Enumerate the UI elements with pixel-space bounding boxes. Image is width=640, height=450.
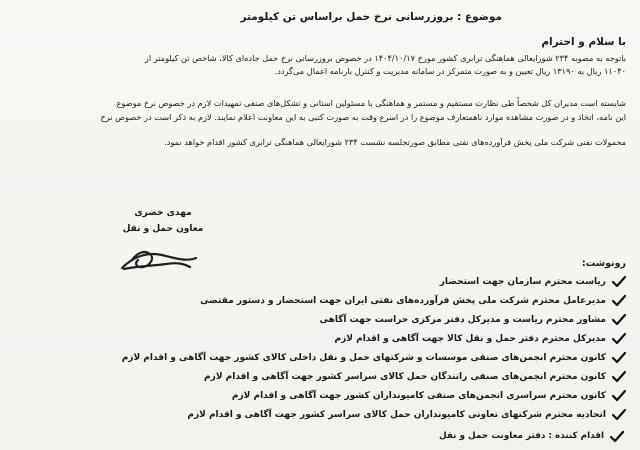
cc-heading: رونوشت: [581,258,626,269]
checkmark-icon [612,390,626,402]
signatory-name: مهدی خضری [134,208,192,218]
checkmark-icon [612,352,626,364]
cc-item-text: کانون محترم انجمن‌های صنفی موسسات و شرکتهای حمل و نقل داخلی کالای کشور جهت آگاهی و اقدام لازم [121,353,606,363]
signatory-title: معاون حمل و نقل [122,224,204,234]
cc-item [16,311,626,330]
cc-item-text: کانون محترم انجمن‌های صنفی رانندگان حمل کالای سراسر کشور جهت آگاهی و اقدام لازم [204,372,606,382]
checkmark-icon [612,371,626,383]
cc-item [16,368,626,387]
body-line-2: ۱۱۰۴۰ ریال به ۱۳۱۹۰ ریال تعیین و به صورت متمرکز در سامانه مدیریت و کنترل بارنامه اعمال می‌گردد. [274,66,626,76]
cc-item [16,406,626,425]
greeting: با سلام و احترام [541,36,626,48]
cc-item [16,273,626,292]
cc-item [16,387,626,406]
checkmark-icon [612,276,626,288]
checkmark-icon [612,314,626,326]
body-line-3: شایسته است مدیران کل شخصاً طی نظارت مستقیم و مستمر و هماهنگی با مسئولین استانی و تشکل‌های صنفی تمهیدات لازم در خصوص نرخ موضوع [116,98,626,108]
cc-item-text: ریاست محترم سازمان جهت استحضار [439,277,606,287]
cc-item [16,330,626,349]
cc-item-text: مدیرعامل محترم شرکت ملی پخش فرآورده‌های نفتی ایران جهت استحضار و دستور مقتضی [200,296,606,306]
cc-list [16,273,626,425]
subject-line: موضوع : بروزرسانی نرخ حمل براساس تن کیلومتر [240,11,502,23]
checkmark-icon [610,431,624,443]
cc-item-text: مشاور محترم ریاست و مدیرکل دفتر مرکزی حراست جهت آگاهی [319,315,606,325]
body-line-1: باتوجه به مصوبه ۲۳۴ شورایعالی هماهنگی ترابری کشور مورخ ۱۴۰۴/۱۰/۱۷ در خصوص بروزرسانی نرخ حمل جاده‌ای کالا، شاخص تن کیلومتر از [144,53,626,63]
cc-item [16,292,626,311]
checkmark-icon [612,295,626,307]
body-line-5: محمولات نفتی شرکت ملی پخش فرآورده‌های نفتی مطابق صورتجلسه نشست ۲۳۴ شورایعالی هماهنگی ترابری کشور اقدام خواهد نمود. [164,137,626,147]
cc-item-text: مدیرکل محترم دفتر حمل و نقل کالا جهت آگاهی و اقدام لازم [334,334,606,344]
action-by-footer [439,431,624,441]
footer-text: اقدام کننده : دفتر معاونت حمل و نقل [438,431,604,441]
signature-block [108,208,218,234]
cc-item [16,349,626,368]
cc-item-text: کانون محترم سراسری انجمن‌های صنفی کامیونداران کشور جهت آگاهی و اقدام لازم [231,391,606,401]
body-line-4: این نامه، اتخاذ و در صورت مشاهده موارد ناهمتعارف موضوع را در اسرع وقت به صورت کتبی به این معاونت اعلام نمایند. لازم به ذکر است در خصوص نرخ [100,112,626,122]
checkmark-icon [612,409,626,421]
cc-item-text: اتحادیه محترم شرکتهای تعاونی کامیونداران حمل کالای سراسر کشور جهت آگاهی و اقدام لازم [187,410,606,420]
checkmark-icon [612,333,626,345]
